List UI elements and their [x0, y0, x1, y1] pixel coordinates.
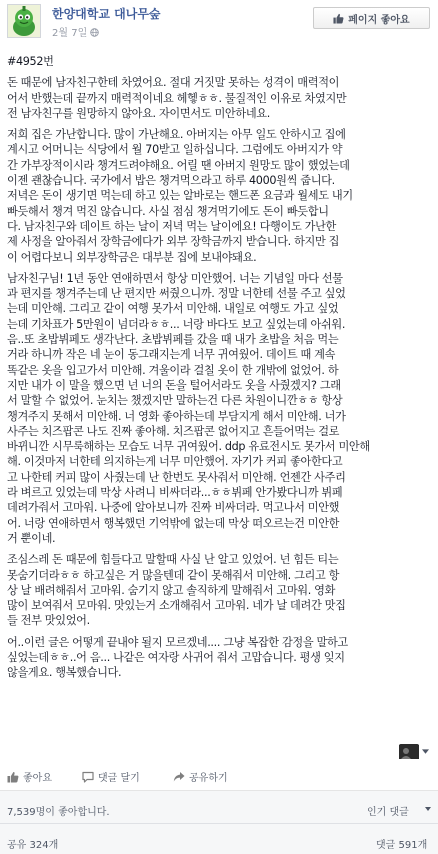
post-text-line: 해. 이것마저 너한테 의지하는게 너무 미안했어. 자기가 커피 좋아한다고 — [7, 455, 343, 469]
post-text-line: 제 사정을 알아줘서 장학금에다가 외부 장학금까지 받습니다. 하지만 집 — [7, 235, 340, 249]
thumbs-up-icon — [333, 13, 344, 24]
post-text-line: 계시고 어머니는 식당에서 월 70받고 일하십니다. 그럼에도 아버지가 약 — [7, 143, 343, 157]
post-text-line: 데려가줘서 고마워. 나중에 알아보니까 진짜 비싸더라. 먹고나서 미안했 — [7, 501, 340, 515]
like-button[interactable] — [7, 769, 52, 784]
post-paragraph — [7, 271, 433, 546]
post-text-line: 어서 반했는데 끝까지 매력적이네요 헤헿ㅎㅎ. 물질적인 이유로 차였지만 — [7, 91, 347, 105]
post-text-line: 똑같은 옷을 입고가서 미안해. 겨울이라 걸칠 옷이 한 개밖에 없었어. 하 — [7, 363, 339, 377]
post-text-line: 저희 집은 가난합니다. 많이 가난해요. 아버지는 아무 일도 안하시고 집에 — [7, 128, 346, 142]
post-text-line: 이 어렵다보니 외부장학금은 대부분 집에 보내야돼요. — [7, 250, 257, 264]
post-text-line: 저녁은 돈이 생기면 먹는데 하고 있는 알바로는 핸드폰 요금과 월세도 내기 — [7, 189, 353, 203]
post-body — [7, 54, 433, 687]
post-date[interactable]: 2월 7일 — [52, 28, 88, 39]
share-button-label: 공유하기 — [189, 773, 228, 784]
chevron-down-icon[interactable] — [422, 749, 429, 754]
globe-icon — [90, 28, 99, 37]
viewer-avatar-image — [399, 745, 419, 759]
post-text-line: 챙겨주지 못해서 미안해. 너 영화 좋아하는데 부담지게 해서 미안해. 너가 — [7, 409, 346, 423]
post-text-line: 음..또 초밥뷔페도 생각난다. 초밥뷔페를 갔을 때 내가 초밥을 처음 먹는 — [7, 333, 339, 347]
post-text-line: 이젠 괜찮습니다. 국가에서 밥은 챙겨먹으라고 하루 4000원씩 줍니다. — [7, 174, 335, 188]
comment-button[interactable] — [82, 769, 140, 784]
post-text-line: 많이 보여줘서 모마워. 맛있는거 소개해줘서 고마워. 네가 날 데려간 맛집 — [7, 599, 346, 613]
share-button[interactable] — [173, 769, 228, 784]
likes-count[interactable]: 7,539명이 좋아합니다. — [7, 807, 110, 818]
post-text-line: 전 남자친구를 원망하지 않아요. 자이면서도 미안하네요. — [7, 106, 270, 120]
post-text-line: 상 날 배려해줘서 고마워. 숨기지 않고 솔직하게 말해줘서 고마워. 영화 — [7, 583, 336, 597]
post-tag: #4952번 — [7, 55, 54, 68]
comments-count[interactable]: 댓글 591개 — [376, 840, 428, 851]
like-button-label: 좋아요 — [23, 773, 52, 784]
post-text-line: 어. 너랑 연애하면서 행복했던 기억밖에 없는데 막상 떠오르는건 미안한 — [7, 516, 340, 530]
comment-sort-select[interactable]: 인기 댓글 — [367, 807, 409, 818]
post-text-line: 간 가부장적이시라 챙겨드려야해요. 어릴 땐 아버지 원망도 많이 했었는데 — [7, 158, 350, 172]
post-text-line: 거 뿐이네. — [7, 531, 56, 545]
post-text-line: 사주는 치즈팝콘 나도 진짜 좋아해. 치즈팝콘 없어지고 흔들어먹는 걸로 — [7, 424, 340, 438]
post-text-line: 과 편지를 챙겨주는데 난 편지만 써줬으니까. 정말 너한테 선물 주고 싶었 — [7, 287, 346, 301]
post-text-line: 못숨기더라ㅎㅎ 하고싶은 거 많을텐데 같이 못해줘서 미안해. 그리고 항 — [7, 568, 340, 582]
post-paragraph — [7, 127, 433, 265]
post-text-line: 싶었는데ㅎㅎ..어 음... 나같은 여자랑 사귀어 줘서 고맙습니다. 평생 잊지 — [7, 650, 345, 664]
divider — [0, 823, 438, 824]
post-text-line: 라 벼르고 있었는데 막상 사려니 비싸더라...ㅎㅎ뷔페 안가봤다니까 뷔페 — [7, 486, 343, 500]
post-action-bar — [0, 764, 438, 786]
post-text-line: 고 나한테 커피 많이 사줬는데 난 한번도 못사줘서 미안해. 언젠간 사주리 — [7, 470, 346, 484]
post-paragraph — [7, 635, 433, 681]
post-text-line: 남자친구님! 1년 동안 연애하면서 항상 미안했어. 너는 기념일 마다 선물 — [7, 271, 343, 285]
shares-count[interactable]: 공유 324개 — [7, 840, 59, 851]
post-text-line: 돈 때문에 남자친구한테 차였어요. 절대 거짓말 못하는 성격이 매력적이 — [7, 76, 340, 90]
post-text-line: 거라 하니까 작은 네 눈이 동그래지는게 너무 귀여웠어. 데이트 때 계속 — [7, 348, 336, 362]
post-paragraph — [7, 552, 433, 628]
post-text-line: 는데 미안해. 그리고 같이 여행 못가서 미안해. 내일로 여행도 가고 싶었 — [7, 302, 339, 316]
post-text-line: 어..이런 글은 어떻게 끝내야 될지 모르겠네.... 그냥 복잡한 감정을 말하고 — [7, 635, 348, 649]
like-page-button[interactable] — [313, 7, 430, 29]
post-text-line: 서 말할 수 없었어. 눈치는 챘겠지만 말하는건 다른 차원이니깐ㅎㅎ 항상 — [7, 394, 343, 408]
post-paragraphs — [7, 75, 433, 680]
comment-button-label: 댓글 달기 — [98, 773, 140, 784]
page-name-link[interactable]: 한양대학교 대나무숲 — [52, 7, 161, 21]
bamboo-mascot-icon — [8, 5, 40, 37]
post-meta — [52, 24, 99, 39]
share-arrow-icon — [173, 771, 185, 783]
post-stats — [0, 791, 438, 854]
post-text-line: 들 전부 맛있었어. — [7, 614, 90, 628]
post-text-line: 다. 남자친구와 데이트 하는 날이 저녁 먹는 날이에요! 다행이도 가난한 — [7, 219, 336, 233]
page-avatar-icon[interactable] — [7, 4, 41, 38]
viewer-avatar-icon[interactable] — [399, 744, 419, 758]
post-text-line: 는데 기차표가 5만원이 넘더라ㅎㅎ... 너랑 바다도 보고 싶었는데 아쉬워. — [7, 317, 346, 331]
post-header — [0, 0, 438, 46]
post-text-line: 지만 내가 이 말을 했으면 넌 너의 돈을 털어서라도 옷을 사줬겠지? 그래 — [7, 378, 341, 392]
chevron-down-icon[interactable] — [425, 807, 431, 811]
post-text-line: 조심스레 돈 때문에 힘들다고 말할때 사실 난 알고 있었어. 넌 힘든 티는 — [7, 553, 339, 567]
post-text-line: 빠듯해서 챙겨 먹진 않습니다. 사실 점심 챙겨먹기에도 돈이 빠듯합니 — [7, 204, 329, 218]
thumbs-up-icon — [7, 771, 19, 783]
post-text-line: 바뀌니깐 시무룩해하는 모습도 너무 귀여웠어. ddp 유료전시도 못가서 미안해 — [7, 440, 370, 454]
like-page-label: 페이지 좋아요 — [348, 14, 410, 26]
comment-bubble-icon — [82, 771, 94, 783]
post-paragraph — [7, 75, 433, 121]
post-text-line: 않을게요. 행복했습니다. — [7, 666, 122, 680]
